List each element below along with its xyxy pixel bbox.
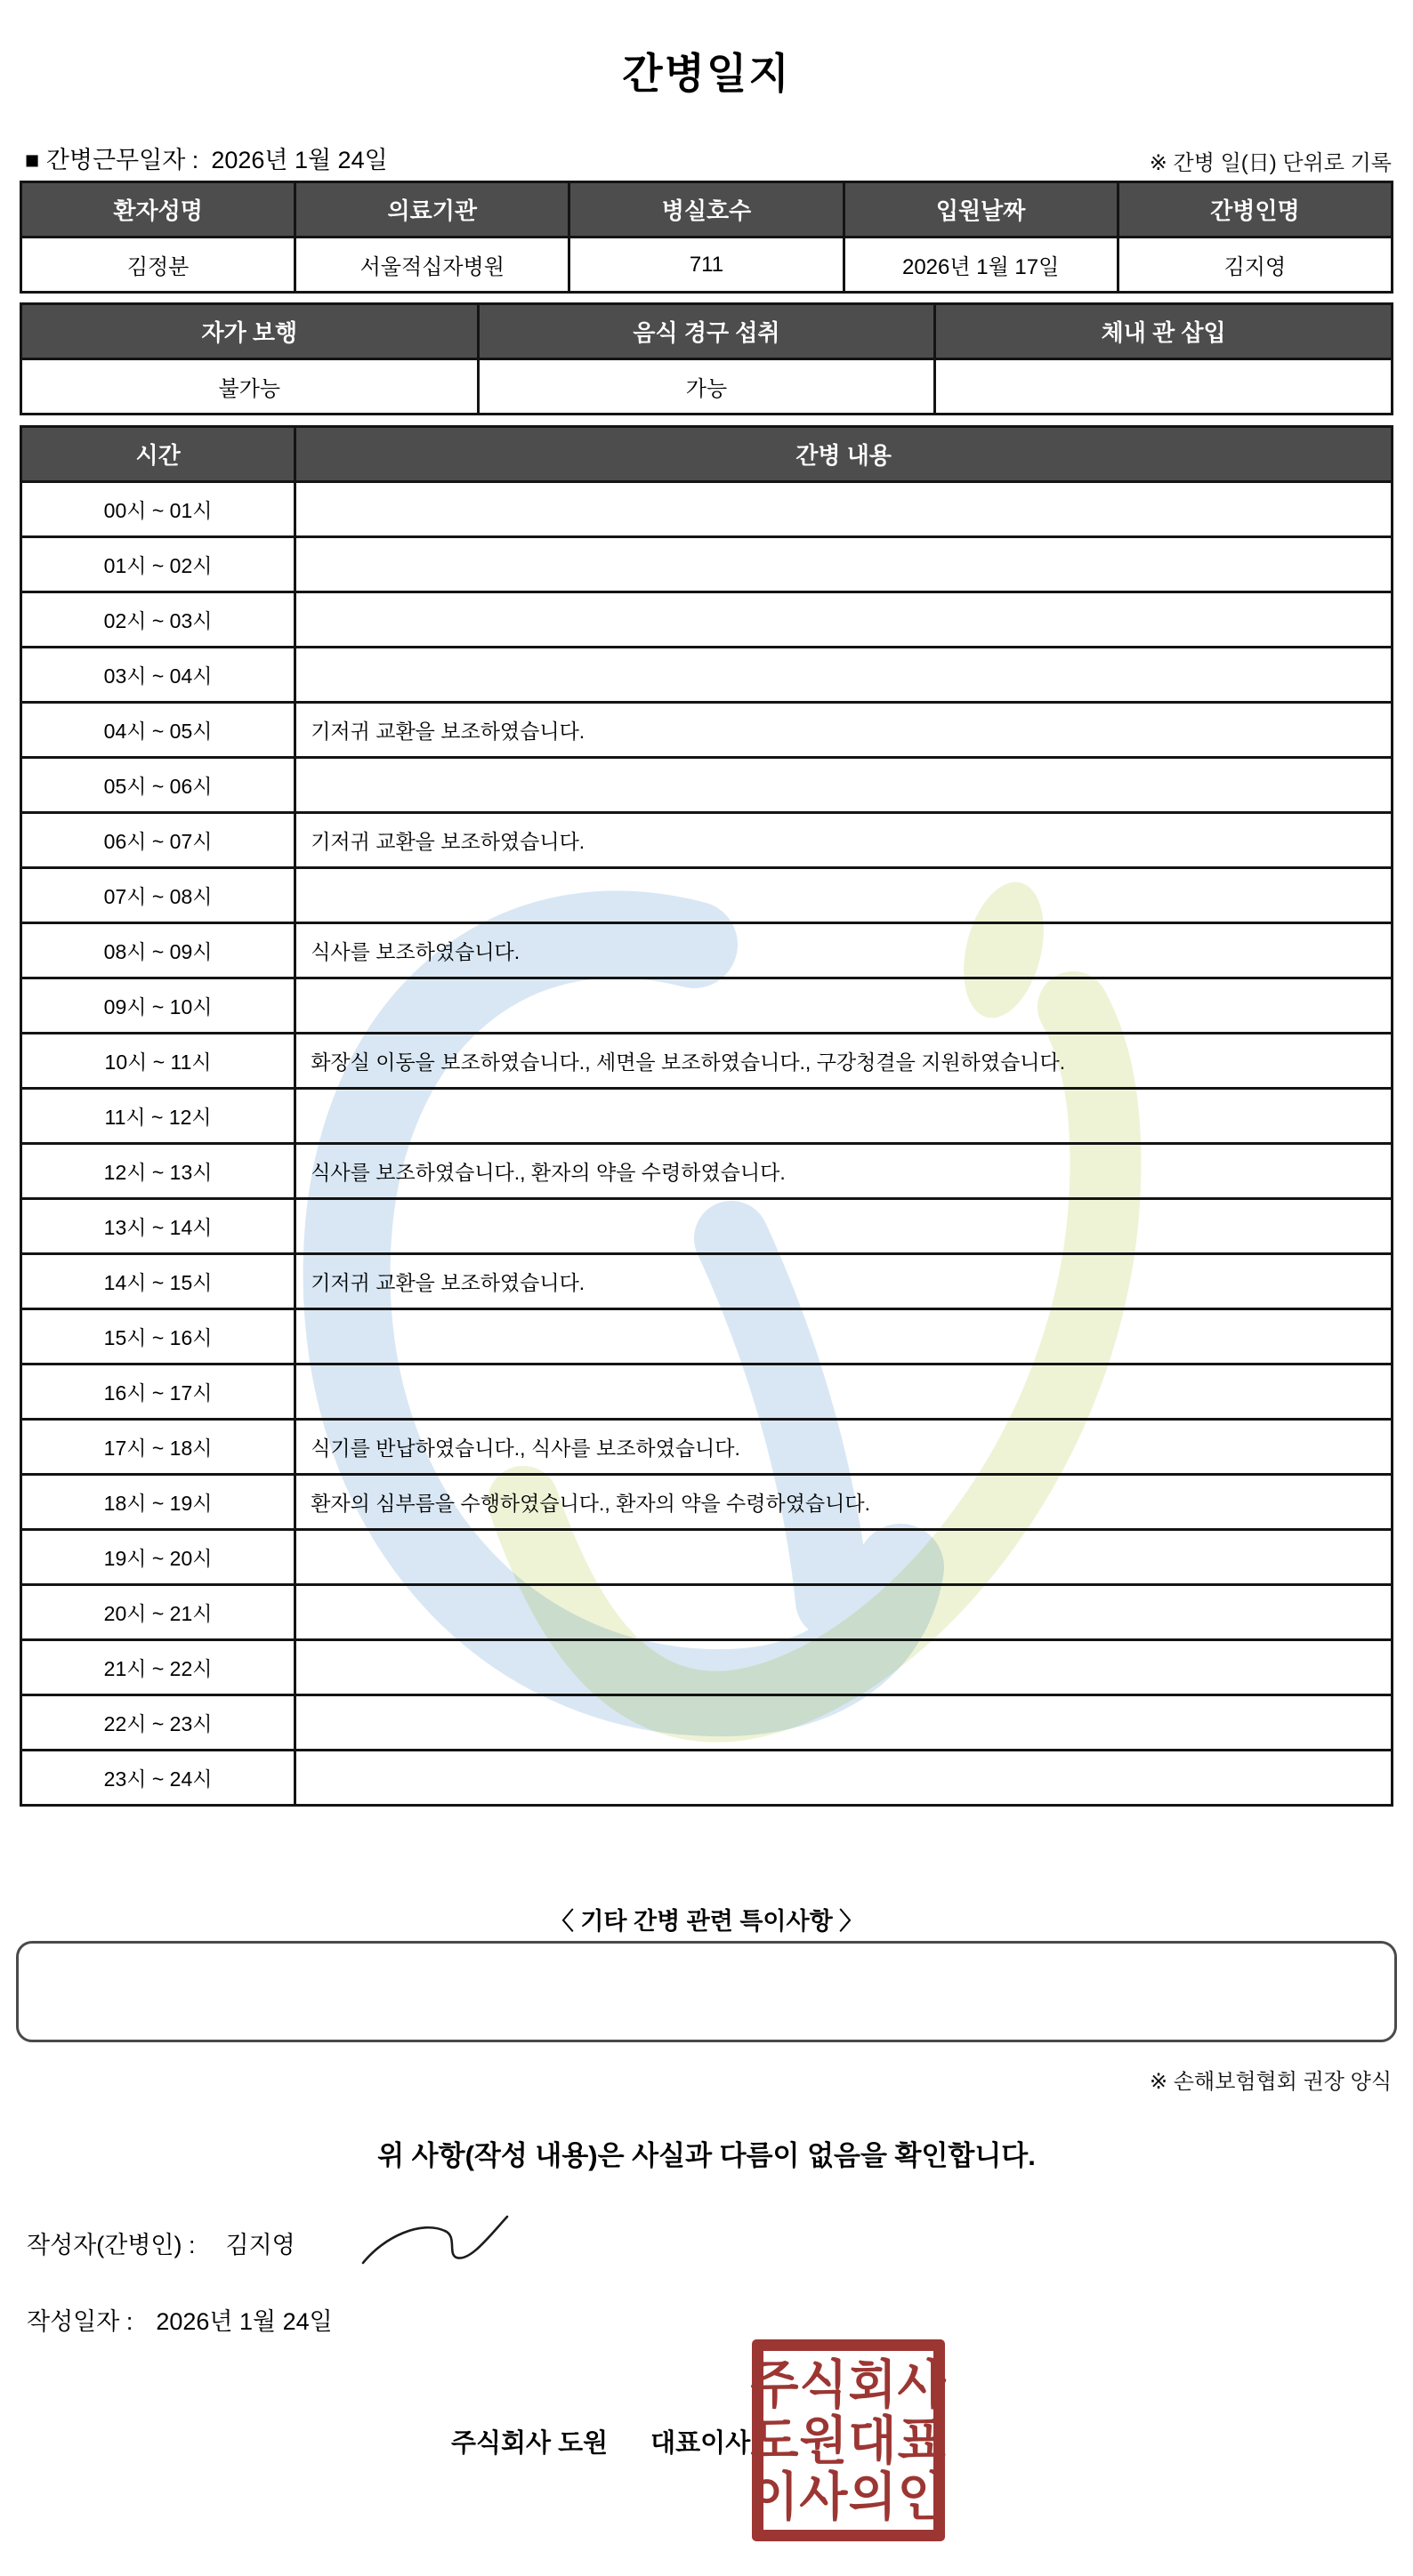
patient-status-value-cell: 가능 [478, 359, 935, 415]
care-log-time-cell: 22시 ~ 23시 [21, 1695, 295, 1751]
patient-info-value-cell: 2026년 1월 17일 [844, 237, 1118, 293]
care-log-content-cell [295, 978, 1393, 1034]
care-log-row [21, 1530, 1393, 1585]
care-log-content-cell [295, 1530, 1393, 1585]
care-log-content-cell [295, 1640, 1393, 1695]
care-log-row [21, 1585, 1393, 1640]
care-log-row [21, 482, 1393, 537]
patient-status-value-cell [935, 359, 1393, 415]
care-log-time-cell: 13시 ~ 14시 [21, 1199, 295, 1254]
care-log-time-cell: 12시 ~ 13시 [21, 1144, 295, 1199]
patient-info-value-cell: 김지영 [1118, 237, 1392, 293]
writer-line [27, 2226, 295, 2260]
care-log-time-cell: 21시 ~ 22시 [21, 1640, 295, 1695]
care-log-time-cell: 00시 ~ 01시 [21, 482, 295, 537]
care-log-time-cell: 15시 ~ 16시 [21, 1309, 295, 1364]
patient-info-value-cell: 711 [569, 237, 844, 293]
time-column-header: 시간 [21, 427, 295, 482]
care-log-content-cell [295, 758, 1393, 813]
patient-info-header-cell: 입원날짜 [844, 182, 1118, 237]
care-log-row [21, 1034, 1393, 1089]
care-log-row [21, 923, 1393, 978]
form-recommendation-note: ※ 손해보험협회 권장 양식 [1150, 2070, 1392, 2094]
care-log-header-row [21, 427, 1393, 482]
care-log-content-cell [295, 1089, 1393, 1144]
care-log-content-cell: 식사를 보조하였습니다. [295, 923, 1393, 978]
care-log-table [20, 425, 1393, 1807]
special-note-box [16, 1941, 1397, 2042]
patient-status-header-cell: 체내 관 삽입 [935, 304, 1393, 359]
care-log-time-cell: 17시 ~ 18시 [21, 1420, 295, 1475]
patient-status-header-cell: 자가 보행 [21, 304, 479, 359]
care-log-content-cell [295, 1364, 1393, 1420]
patient-info-header-cell: 간병인명 [1118, 182, 1392, 237]
care-log-time-cell: 01시 ~ 02시 [21, 537, 295, 592]
care-log-content-cell [295, 1585, 1393, 1640]
care-log-row [21, 1144, 1393, 1199]
patient-info-header-row [21, 182, 1393, 237]
seal-text-row: 이사의인 [750, 2467, 947, 2526]
care-log-row [21, 758, 1393, 813]
patient-status-value-cell: 불가능 [21, 359, 479, 415]
care-log-content-cell [295, 592, 1393, 648]
care-log-content-cell [295, 1751, 1393, 1806]
patient-info-table [20, 181, 1393, 294]
writer-label: 작성자(간병인) : [27, 2232, 196, 2258]
care-log-time-cell: 16시 ~ 17시 [21, 1364, 295, 1420]
care-log-row [21, 537, 1393, 592]
seal-text-row: 도원대표 [750, 2411, 947, 2470]
page-title: 간병일지 [622, 50, 791, 97]
care-log-content-cell: 기저귀 교환을 보조하였습니다. [295, 1254, 1393, 1309]
care-log-time-cell: 02시 ~ 03시 [21, 592, 295, 648]
patient-info-header-cell: 환자성명 [21, 182, 295, 237]
written-date-line [27, 2302, 333, 2337]
writer-name: 김지영 [225, 2232, 295, 2258]
care-log-content-cell [295, 868, 1393, 923]
care-log-time-cell: 11시 ~ 12시 [21, 1089, 295, 1144]
care-log-content-cell [295, 482, 1393, 537]
patient-status-table [20, 302, 1393, 415]
patient-info-value-cell: 서울적십자병원 [295, 237, 569, 293]
patient-status-header-row [21, 304, 1393, 359]
work-date-line [25, 141, 388, 175]
care-log-content-cell [295, 1309, 1393, 1364]
company-line [451, 2423, 750, 2459]
care-log-time-cell: 20시 ~ 21시 [21, 1585, 295, 1640]
care-log-row [21, 978, 1393, 1034]
company-name: 주식회사 도원 [451, 2429, 609, 2458]
company-role: 대표이사 [650, 2429, 751, 2458]
care-log-row [21, 1254, 1393, 1309]
care-log-time-cell: 10시 ~ 11시 [21, 1034, 295, 1089]
care-log-time-cell: 18시 ~ 19시 [21, 1475, 295, 1530]
patient-status-value-row [21, 359, 1393, 415]
care-log-content-cell: 화장실 이동을 보조하였습니다., 세면을 보조하였습니다., 구강청결을 지원하였습니다. [295, 1034, 1393, 1089]
care-log-content-cell [295, 1199, 1393, 1254]
unit-note: ※ 간병 일(日) 단위로 기록 [1149, 151, 1392, 175]
care-log-row [21, 1364, 1393, 1420]
care-log-time-cell: 08시 ~ 09시 [21, 923, 295, 978]
care-log-time-cell: 14시 ~ 15시 [21, 1254, 295, 1309]
care-log-row [21, 1640, 1393, 1695]
care-log-row [21, 1309, 1393, 1364]
care-log-row [21, 868, 1393, 923]
care-log-row [21, 592, 1393, 648]
care-log-row [21, 1751, 1393, 1806]
content-column-header: 간병 내용 [295, 427, 1393, 482]
care-log-content-cell: 식사를 보조하였습니다., 환자의 약을 수령하였습니다. [295, 1144, 1393, 1199]
care-log-content-cell [295, 1695, 1393, 1751]
care-log-row [21, 1695, 1393, 1751]
care-log-row [21, 1199, 1393, 1254]
care-log-content-cell: 환자의 심부름을 수행하였습니다., 환자의 약을 수령하였습니다. [295, 1475, 1393, 1530]
care-log-time-cell: 06시 ~ 07시 [21, 813, 295, 868]
care-log-content-cell: 기저귀 교환을 보조하였습니다. [295, 703, 1393, 758]
handwritten-signature [358, 2208, 513, 2270]
patient-info-value-row [21, 237, 1393, 293]
care-log-content-cell: 기저귀 교환을 보조하였습니다. [295, 813, 1393, 868]
patient-info-header-cell: 병실호수 [569, 182, 844, 237]
care-log-time-cell: 23시 ~ 24시 [21, 1751, 295, 1806]
work-date-value: 2026년 1월 24일 [211, 147, 388, 173]
corporate-seal-stamp [752, 2339, 945, 2541]
special-note-label: 〈 기타 간병 관련 특이사항 〉 [549, 1908, 864, 1935]
confirmation-statement: 위 사항(작성 내용)은 사실과 다름이 없음을 확인합니다. [377, 2140, 1036, 2171]
care-log-time-cell: 07시 ~ 08시 [21, 868, 295, 923]
care-log-content-cell: 식기를 반납하였습니다., 식사를 보조하였습니다. [295, 1420, 1393, 1475]
care-log-row [21, 648, 1393, 703]
care-log-time-cell: 05시 ~ 06시 [21, 758, 295, 813]
patient-status-header-cell: 음식 경구 섭취 [478, 304, 935, 359]
care-log-time-cell: 09시 ~ 10시 [21, 978, 295, 1034]
care-log-row [21, 1420, 1393, 1475]
written-date-value: 2026년 1월 24일 [156, 2308, 333, 2335]
care-log-content-cell [295, 648, 1393, 703]
care-log-content-cell [295, 537, 1393, 592]
patient-info-value-cell: 김정분 [21, 237, 295, 293]
care-log-row [21, 703, 1393, 758]
care-log-row [21, 1475, 1393, 1530]
seal-text-row: 주식회사 [750, 2355, 947, 2414]
care-log-row [21, 1089, 1393, 1144]
care-log-time-cell: 04시 ~ 05시 [21, 703, 295, 758]
care-log-time-cell: 19시 ~ 20시 [21, 1530, 295, 1585]
written-date-label: 작성일자 : [27, 2308, 133, 2335]
patient-info-header-cell: 의료기관 [295, 182, 569, 237]
work-date-label: ■ 간병근무일자 : [25, 147, 199, 173]
care-log-row [21, 813, 1393, 868]
care-log-time-cell: 03시 ~ 04시 [21, 648, 295, 703]
